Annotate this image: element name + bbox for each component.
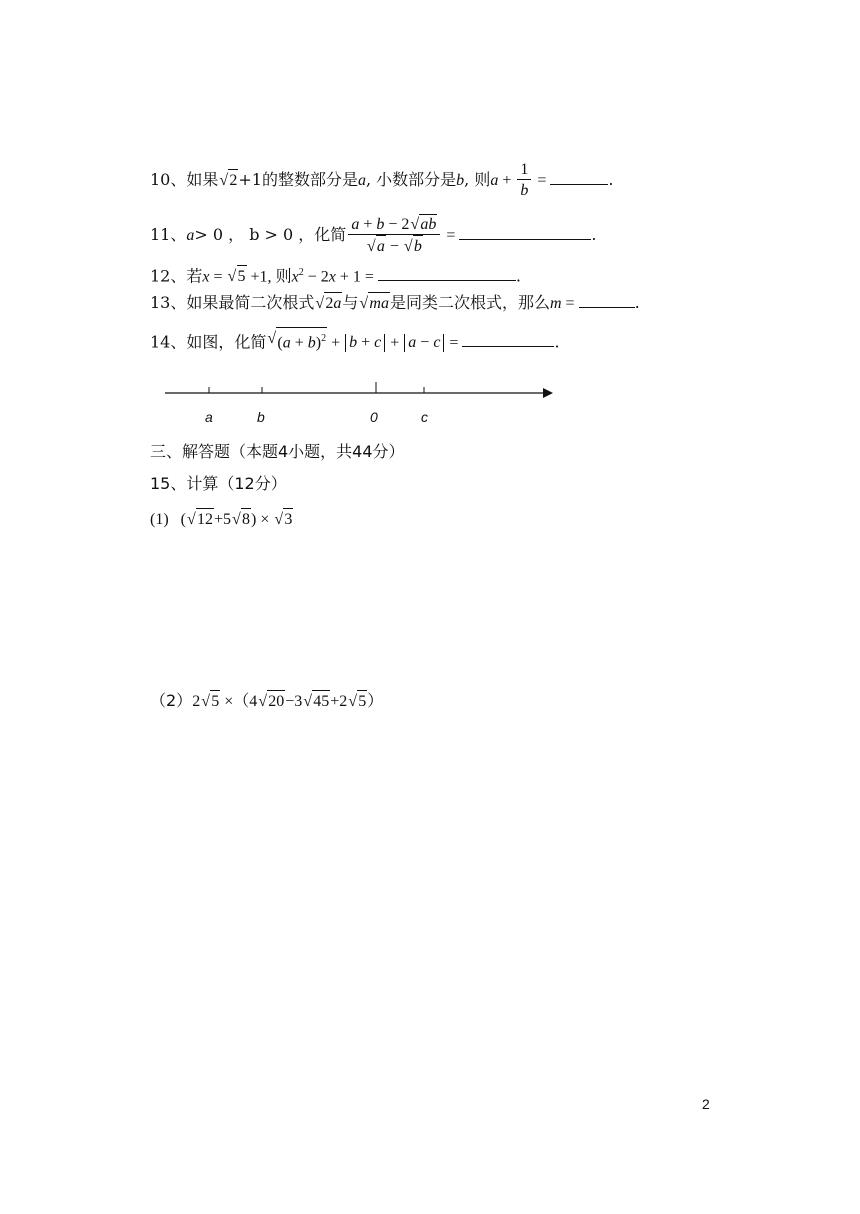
answer-blank[interactable] [459, 225, 591, 240]
question-13: 13、如果最简二次根式 √ 2a与 √ ma是同类二次根式，那么m = . [150, 292, 640, 315]
question-text: 如图，化简 [186, 332, 267, 352]
sqrt-5: √ 5 [201, 690, 220, 713]
question-text: 则 [275, 266, 292, 286]
question-text: , 则 [464, 170, 491, 189]
question-text: 与 [342, 293, 359, 312]
fraction-expression: a + b − 2 √ ab √ a − √ b [348, 214, 440, 257]
label-0: 0 [370, 409, 378, 425]
fraction-1-over-b: $\frac{1}{b}$ [517, 160, 531, 201]
question-text: 如果 [186, 170, 219, 189]
question-text: 如果最简二次根式 [186, 293, 315, 312]
answer-blank[interactable] [378, 266, 516, 281]
period: . [591, 225, 597, 244]
answer-blank[interactable] [462, 332, 554, 347]
question-number: 11、 [150, 225, 187, 244]
answer-blank[interactable] [579, 293, 635, 308]
sqrt-ma: √ ma [359, 292, 390, 315]
label-a: a [205, 409, 213, 425]
part-label: （2） [150, 691, 193, 710]
question-14: 14、如图，化简 √ $(a + b)^2 + b + c + a - c$ = . [150, 327, 560, 354]
sqrt-2a: √ 2a [315, 292, 342, 315]
question-text: 若 [186, 266, 203, 286]
question-number: 14、 [150, 332, 187, 352]
question-text: , 小数部分是 [365, 170, 457, 189]
var-a: a [490, 172, 499, 189]
period: . [634, 293, 640, 312]
answer-blank[interactable] [550, 170, 608, 185]
question-text: +1的整数部分是 [238, 170, 358, 189]
question-15-part-1: (1) ( √ 12+5 √ 8) × √ 3 [150, 508, 293, 531]
question-10: 10、如果 √ 2+1的整数部分是a, 小数部分是b, 则a + $\frac{1}{b}$ = . [150, 161, 614, 199]
sqrt-3: √ 3 [274, 508, 293, 531]
question-11: 11、a> 0 ， b > 0 ，化简 a + b − 2 √ ab √ a − √ b = . [150, 216, 597, 255]
sqrt-12: √ 12 [187, 508, 214, 531]
question-number: 10、 [150, 170, 187, 189]
page-number: 2 [702, 1096, 710, 1112]
var-x: x [202, 268, 210, 286]
sqrt-45: √ 45 [303, 690, 330, 713]
sqrt-square: √ $(a + b)^2$ [267, 327, 327, 354]
question-text: 是同类二次根式，那么 [389, 293, 550, 312]
question-number: 12、 [150, 266, 187, 286]
axis-arrow [543, 388, 553, 398]
period: . [554, 332, 560, 352]
abs-b-plus-c: b + c [345, 334, 385, 352]
question-number: 13、 [150, 293, 187, 312]
sqrt-5: √ 5 [348, 690, 367, 713]
abs-a-minus-c: a − c [404, 334, 444, 352]
question-text: > 0 ， b > 0 ，化简 [194, 225, 347, 244]
label-b: b [257, 409, 265, 425]
sqrt-8: √ 8 [232, 508, 251, 531]
var-a: a [186, 227, 195, 244]
sqrt-20: √ 20 [258, 690, 285, 713]
label-c: c [421, 409, 428, 425]
var-b: b [456, 172, 465, 189]
part-label: (1) [150, 511, 169, 528]
period: . [608, 170, 614, 189]
question-15-title: 15、计算（12分） [150, 474, 287, 493]
section-title: 三、解答题（本题4小题，共44分） [150, 442, 405, 461]
question-12: 12、若x = √ 5 +1, 则$x^2 - 2x + 1$ = . [150, 262, 521, 288]
number-line [165, 380, 565, 430]
var-a: a [357, 172, 366, 189]
period: . [515, 266, 521, 286]
question-15-part-2: （2）2 √ 5 ×（4 √ 20−3 √ 45+2 √ 5） [150, 690, 383, 713]
sqrt-5: √ 5 [228, 265, 247, 288]
sqrt-2: √ 2 [219, 169, 238, 192]
